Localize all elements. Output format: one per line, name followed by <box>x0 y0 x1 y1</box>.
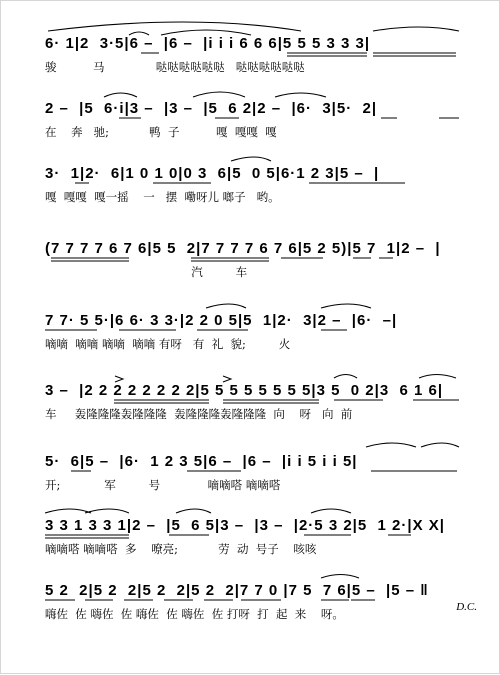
lyrics-line-8: 嘀嘀嗒 嘀嘀嗒 多 嘹亮; 劳 动 号子 咳咳 <box>45 542 317 556</box>
dc-mark: D.C. <box>456 601 477 613</box>
lyrics-line-6: 车 轰隆隆隆轰隆隆隆 轰隆隆隆轰隆隆隆 向 呀 向 前 <box>45 407 353 421</box>
notes-line-1: 6· 1|2 3·5|6 – |6 – |i i i 6 6 6|5 5 5 3 3 3| <box>45 35 371 52</box>
lyrics-line-2: 在 奔 驰; 鸭 子 嘎 嘎嘎 嘎 <box>45 125 277 139</box>
notes-line-8: 3 3 1 3 3 1|2 – |5 6 5|3 – |3 – |2·5 3 2|5 1 2·|X X| <box>45 517 445 534</box>
lyrics-line-7: 开; 军 号 嘀嘀嗒 嘀嘀嗒 <box>45 478 281 492</box>
lyrics-line-9: 嗨佐 佐 嗨佐 佐 嗨佐 佐 嗨佐 佐 打呀 打 起 来 呀。 <box>45 607 344 621</box>
notes-line-4: (7 7 7 7 6 7 6|5 5 2|7 7 7 7 6 7 6|5 2 5)|5 7 1|2 – | <box>45 240 441 257</box>
lyrics-line-3: 嘎 嘎嘎 嘎一摇 一 摆 嘞呀儿 啷子 哟。 <box>45 190 280 204</box>
lyrics-line-1: 骏 马 哒哒哒哒哒哒 哒哒哒哒哒哒 <box>45 60 305 74</box>
notes-line-7: 5· 6|5 – |6· 1 2 3 5|6 – |6 – |i i 5 i i 5| <box>45 453 358 470</box>
notes-line-9: 5 2 2|5 2 2|5 2 2|5 2 2|7 7 0 |7 5 7 6|5 – |5 – ‖ <box>45 582 429 599</box>
notes-line-2: 2 – |5 6·i|3 – |3 – |5 6 2|2 – |6· 3|5· 2| <box>45 100 378 117</box>
notes-line-6: 3 – |2 2 2 2 2 2 2 2|5 5 5 5 5 5 5 5|3 5 0 2|3 6 1 6| <box>45 382 444 399</box>
lyrics-line-4: 汽 车 <box>45 265 248 279</box>
lyrics-line-5: 嘀嘀 嘀嘀 嘀嘀 嘀嘀 有呀 有 礼 貌; 火 <box>45 337 291 351</box>
notes-line-5: 7 7· 5 5·|6 6· 3 3·|2 2 0 5|5 1|2· 3|2 – |6· –| <box>45 312 398 329</box>
notes-line-3: 3· 1|2· 6|1 0 1 0|0 3 6|5 0 5|6·1 2 3|5 – | <box>45 165 380 182</box>
